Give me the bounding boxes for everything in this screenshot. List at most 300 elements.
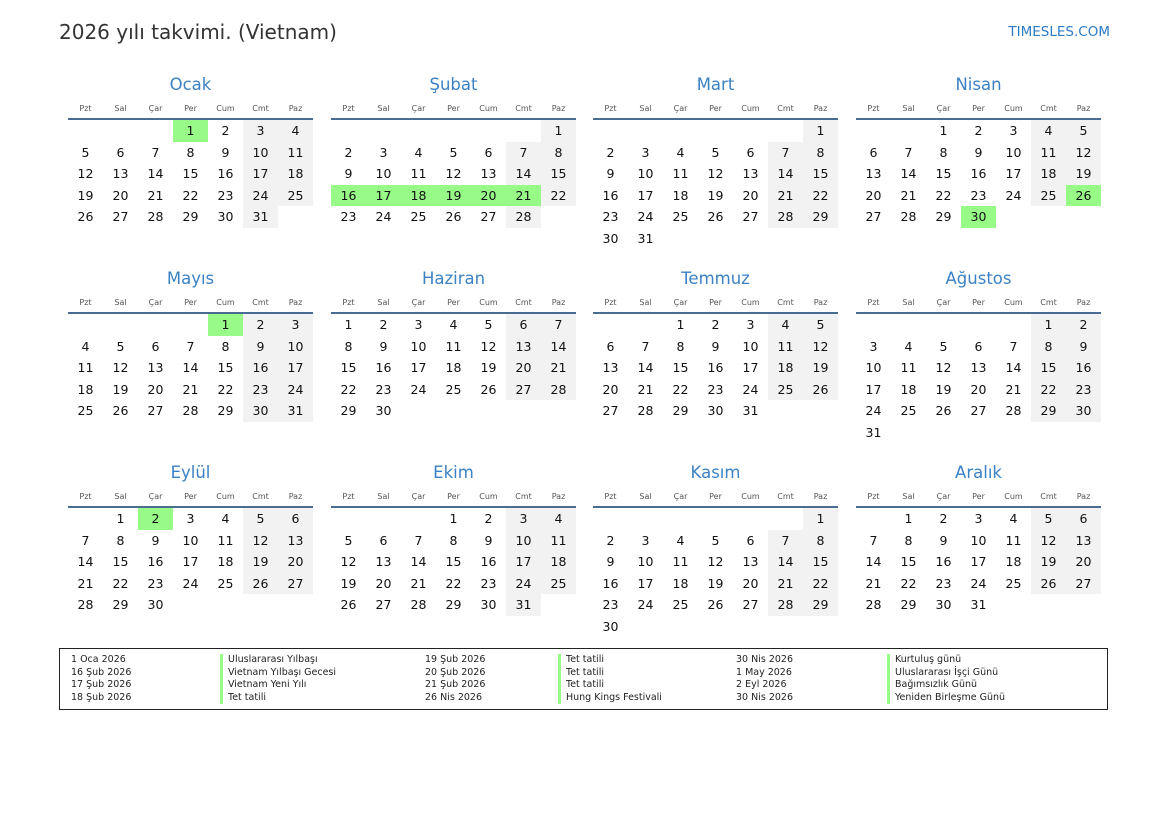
week-row bbox=[331, 400, 576, 422]
day-cell: 17 bbox=[243, 163, 278, 185]
day-cell: 11 bbox=[541, 530, 576, 552]
day-cell: 16 bbox=[970, 166, 987, 182]
day-cell: 5 bbox=[344, 532, 353, 548]
week-row bbox=[68, 379, 313, 401]
day-cell: 8 bbox=[1031, 336, 1066, 358]
holiday-name: Vietnam Yeni Yılı bbox=[220, 679, 306, 692]
weekday-label: Cum bbox=[741, 297, 760, 307]
day-cell: 10 bbox=[970, 532, 987, 548]
month-name: Eylül bbox=[170, 463, 211, 482]
week-row bbox=[68, 400, 313, 422]
day-cell: 1 bbox=[676, 317, 685, 332]
day-cell: 7 bbox=[541, 314, 576, 336]
empty-cell bbox=[768, 400, 803, 422]
day-cell: 30 bbox=[217, 209, 234, 225]
empty-cell bbox=[138, 120, 173, 142]
empty-cell bbox=[103, 314, 138, 336]
week-row bbox=[593, 336, 838, 358]
empty-cell bbox=[243, 594, 278, 616]
day-cell: 29 bbox=[445, 597, 462, 613]
day-cell: 27 bbox=[970, 403, 987, 419]
week-row bbox=[593, 551, 838, 573]
day-cell: 23 bbox=[707, 381, 724, 397]
day-cell: 26 bbox=[340, 597, 357, 613]
week-row bbox=[856, 573, 1101, 595]
day-cell: 6 bbox=[869, 144, 878, 160]
weekday-label: Sal bbox=[902, 103, 915, 113]
day-cell: 29 bbox=[112, 597, 129, 613]
weekday-label: Sal bbox=[902, 491, 915, 501]
day-cell: 8 bbox=[939, 144, 948, 160]
weekday-label: Pzt bbox=[79, 297, 92, 307]
day-cell: 19 bbox=[1031, 551, 1066, 573]
empty-cell bbox=[1031, 422, 1066, 444]
day-cell: 2 bbox=[221, 123, 230, 138]
empty-cell bbox=[663, 120, 698, 142]
week-row bbox=[331, 163, 576, 185]
weekday-label: Çar bbox=[148, 297, 163, 307]
week-row bbox=[68, 594, 313, 616]
day-cell: 24 bbox=[506, 573, 541, 595]
weekday-header bbox=[68, 292, 313, 314]
week-row bbox=[856, 336, 1101, 358]
weekday-label: Cmt bbox=[777, 297, 794, 307]
month-name: Mayıs bbox=[166, 269, 215, 288]
week-row bbox=[856, 185, 1101, 207]
weekday-header bbox=[593, 98, 838, 120]
day-cell: 8 bbox=[449, 532, 458, 548]
day-cell: 14 bbox=[637, 360, 654, 376]
day-cell: 12 bbox=[340, 554, 357, 570]
weekday-label: Cum bbox=[479, 103, 498, 113]
empty-cell bbox=[1031, 206, 1066, 228]
day-cell: 7 bbox=[1009, 338, 1018, 354]
weekday-label: Çar bbox=[411, 103, 426, 113]
weekday-label: Cmt bbox=[515, 103, 532, 113]
day-cell: 24 bbox=[410, 381, 427, 397]
day-cell: 21 bbox=[506, 185, 541, 207]
day-cell: 15 bbox=[112, 554, 129, 570]
day-cell: 1 bbox=[173, 120, 208, 142]
day-cell: 2 bbox=[484, 511, 493, 526]
day-cell: 28 bbox=[1005, 403, 1022, 419]
weekday-label: Sal bbox=[114, 297, 127, 307]
empty-cell bbox=[628, 120, 663, 142]
day-cell: 20 bbox=[278, 551, 313, 573]
day-cell: 29 bbox=[900, 597, 917, 613]
weekday-label: Per bbox=[709, 491, 722, 501]
day-cell: 25 bbox=[672, 597, 689, 613]
empty-cell bbox=[856, 508, 891, 530]
empty-cell bbox=[663, 228, 698, 250]
empty-cell bbox=[173, 314, 208, 336]
holiday-date: 30 Nis 2026 bbox=[736, 691, 793, 703]
day-cell: 7 bbox=[414, 532, 423, 548]
day-cell: 6 bbox=[506, 314, 541, 336]
day-cell: 20 bbox=[970, 381, 987, 397]
weekday-label: Pzt bbox=[867, 297, 880, 307]
day-cell: 26 bbox=[707, 597, 724, 613]
day-cell: 8 bbox=[904, 532, 913, 548]
site-link[interactable]: TIMESLES.COM bbox=[1008, 24, 1110, 40]
weekday-label: Per bbox=[184, 491, 197, 501]
day-cell: 21 bbox=[900, 187, 917, 203]
day-cell: 6 bbox=[151, 338, 160, 354]
day-cell: 23 bbox=[243, 379, 278, 401]
week-row bbox=[331, 185, 576, 207]
day-cell: 2 bbox=[939, 511, 948, 526]
day-cell: 12 bbox=[1066, 142, 1101, 164]
day-cell: 7 bbox=[641, 338, 650, 354]
day-cell: 16 bbox=[1066, 357, 1101, 379]
day-cell: 9 bbox=[344, 166, 353, 182]
day-cell: 7 bbox=[186, 338, 195, 354]
month-name: Haziran bbox=[421, 269, 486, 288]
day-cell: 18 bbox=[77, 381, 94, 397]
day-cell: 24 bbox=[970, 575, 987, 591]
weekday-label: Cmt bbox=[252, 297, 269, 307]
day-cell: 25 bbox=[541, 573, 576, 595]
day-cell: 17 bbox=[865, 381, 882, 397]
day-cell: 10 bbox=[1005, 144, 1022, 160]
day-cell: 19 bbox=[803, 357, 838, 379]
empty-cell bbox=[68, 314, 103, 336]
day-cell: 20 bbox=[112, 187, 129, 203]
day-cell: 17 bbox=[970, 554, 987, 570]
holiday-date: 16 Şub 2026 bbox=[71, 666, 132, 678]
day-cell: 12 bbox=[707, 554, 724, 570]
week-row bbox=[856, 379, 1101, 401]
day-cell: 22 bbox=[672, 381, 689, 397]
weekday-label: Paz bbox=[1076, 491, 1091, 501]
week-row bbox=[68, 573, 313, 595]
day-cell: 25 bbox=[410, 209, 427, 225]
day-cell: 14 bbox=[768, 163, 803, 185]
day-cell: 19 bbox=[707, 575, 724, 591]
holiday-name: Uluslararası İşçi Günü bbox=[887, 667, 998, 680]
week-row bbox=[593, 616, 838, 638]
day-cell: 12 bbox=[243, 530, 278, 552]
holiday-name: Uluslararası Yılbaşı bbox=[220, 654, 318, 667]
week-row bbox=[593, 594, 838, 616]
month-name: Ekim bbox=[433, 463, 474, 482]
day-cell: 9 bbox=[606, 554, 615, 570]
day-cell: 2 bbox=[138, 508, 173, 530]
holiday-date: 2 Eyl 2026 bbox=[736, 679, 787, 690]
day-cell: 3 bbox=[641, 144, 650, 160]
empty-cell bbox=[996, 594, 1031, 616]
day-cell: 24 bbox=[742, 381, 759, 397]
day-cell: 2 bbox=[379, 317, 388, 332]
page-title: 2026 yılı takvimi. (Vietnam) bbox=[59, 20, 337, 44]
day-cell: 6 bbox=[116, 144, 125, 160]
day-cell: 13 bbox=[506, 336, 541, 358]
day-cell: 30 bbox=[602, 618, 619, 634]
day-cell: 12 bbox=[935, 360, 952, 376]
week-row bbox=[68, 142, 313, 164]
weekday-label: Pzt bbox=[79, 491, 92, 501]
empty-cell bbox=[436, 120, 471, 142]
day-cell: 6 bbox=[974, 338, 983, 354]
day-cell: 13 bbox=[865, 166, 882, 182]
weekday-label: Cum bbox=[216, 103, 235, 113]
day-cell: 4 bbox=[1031, 120, 1066, 142]
weekday-label: Paz bbox=[288, 103, 303, 113]
day-cell: 14 bbox=[1005, 360, 1022, 376]
weekday-header bbox=[68, 486, 313, 508]
weekday-label: Paz bbox=[813, 491, 828, 501]
empty-cell bbox=[1066, 422, 1101, 444]
day-cell: 30 bbox=[961, 206, 996, 228]
day-cell: 3 bbox=[414, 317, 423, 332]
week-row bbox=[68, 163, 313, 185]
day-cell: 27 bbox=[742, 597, 759, 613]
month-calendar bbox=[68, 72, 313, 228]
day-cell: 10 bbox=[506, 530, 541, 552]
week-row bbox=[593, 357, 838, 379]
day-cell: 11 bbox=[672, 166, 689, 182]
day-cell: 24 bbox=[637, 209, 654, 225]
day-cell: 18 bbox=[672, 187, 689, 203]
day-cell: 12 bbox=[112, 360, 129, 376]
month-calendar bbox=[331, 266, 576, 422]
day-cell: 17 bbox=[1005, 166, 1022, 182]
week-row bbox=[593, 228, 838, 250]
day-cell: 1 bbox=[116, 511, 125, 526]
day-cell: 2 bbox=[606, 532, 615, 548]
weekday-label: Pzt bbox=[604, 491, 617, 501]
week-row bbox=[331, 530, 576, 552]
day-cell: 28 bbox=[637, 403, 654, 419]
weekday-label: Cum bbox=[741, 103, 760, 113]
day-cell: 6 bbox=[484, 144, 493, 160]
week-row bbox=[856, 142, 1101, 164]
day-cell: 26 bbox=[77, 209, 94, 225]
day-cell: 7 bbox=[768, 142, 803, 164]
empty-cell bbox=[436, 400, 471, 422]
weekday-label: Cum bbox=[479, 491, 498, 501]
holiday-date: 26 Nis 2026 bbox=[425, 691, 482, 703]
week-row bbox=[856, 120, 1101, 142]
day-cell: 15 bbox=[900, 554, 917, 570]
day-cell: 23 bbox=[375, 381, 392, 397]
month-name: Ocak bbox=[169, 75, 212, 94]
day-cell: 21 bbox=[182, 381, 199, 397]
weekday-label: Sal bbox=[377, 297, 390, 307]
weekday-label: Cmt bbox=[1040, 491, 1057, 501]
weekday-label: Cum bbox=[1004, 297, 1023, 307]
day-cell: 11 bbox=[445, 338, 462, 354]
day-cell: 5 bbox=[939, 338, 948, 354]
weekday-label: Per bbox=[447, 103, 460, 113]
day-cell: 22 bbox=[803, 185, 838, 207]
day-cell: 15 bbox=[672, 360, 689, 376]
day-cell: 24 bbox=[375, 209, 392, 225]
day-cell: 7 bbox=[904, 144, 913, 160]
day-cell: 11 bbox=[77, 360, 94, 376]
month-name: Temmuz bbox=[681, 269, 750, 288]
weekday-label: Pzt bbox=[342, 297, 355, 307]
weekday-label: Çar bbox=[411, 491, 426, 501]
empty-cell bbox=[961, 314, 996, 336]
week-row bbox=[593, 163, 838, 185]
weekday-label: Cmt bbox=[1040, 103, 1057, 113]
day-cell: 19 bbox=[935, 381, 952, 397]
day-cell: 11 bbox=[1005, 532, 1022, 548]
weekday-label: Cum bbox=[1004, 491, 1023, 501]
weekday-label: Per bbox=[447, 297, 460, 307]
day-cell: 5 bbox=[484, 317, 493, 332]
week-row bbox=[856, 422, 1101, 444]
day-cell: 10 bbox=[865, 360, 882, 376]
day-cell: 26 bbox=[1066, 185, 1101, 207]
empty-cell bbox=[768, 616, 803, 638]
empty-cell bbox=[768, 228, 803, 250]
day-cell: 16 bbox=[331, 185, 366, 207]
day-cell: 15 bbox=[340, 360, 357, 376]
empty-cell bbox=[68, 508, 103, 530]
day-cell: 17 bbox=[742, 360, 759, 376]
weekday-label: Cum bbox=[1004, 103, 1023, 113]
day-cell: 20 bbox=[865, 187, 882, 203]
day-cell: 5 bbox=[1031, 508, 1066, 530]
day-cell: 24 bbox=[1005, 187, 1022, 203]
day-cell: 8 bbox=[186, 144, 195, 160]
day-cell: 21 bbox=[637, 381, 654, 397]
day-cell: 29 bbox=[803, 206, 838, 228]
weekday-label: Paz bbox=[551, 103, 566, 113]
holiday-date: 17 Şub 2026 bbox=[71, 679, 132, 690]
week-row bbox=[331, 551, 576, 573]
day-cell: 1 bbox=[449, 511, 458, 526]
empty-cell bbox=[996, 314, 1031, 336]
empty-cell bbox=[593, 120, 628, 142]
day-cell: 20 bbox=[506, 357, 541, 379]
week-row bbox=[68, 185, 313, 207]
empty-cell bbox=[926, 314, 961, 336]
day-cell: 29 bbox=[935, 209, 952, 225]
weekday-label: Çar bbox=[673, 103, 688, 113]
day-cell: 16 bbox=[707, 360, 724, 376]
day-cell: 19 bbox=[77, 187, 94, 203]
day-cell: 7 bbox=[768, 530, 803, 552]
month-calendar bbox=[331, 72, 576, 228]
day-cell: 26 bbox=[445, 209, 462, 225]
day-cell: 3 bbox=[746, 317, 755, 332]
weekday-header bbox=[331, 292, 576, 314]
day-cell: 22 bbox=[541, 185, 576, 207]
day-cell: 9 bbox=[379, 338, 388, 354]
day-cell: 23 bbox=[340, 209, 357, 225]
day-cell: 27 bbox=[112, 209, 129, 225]
weekday-label: Pzt bbox=[79, 103, 92, 113]
week-row bbox=[68, 206, 313, 228]
day-cell: 16 bbox=[147, 554, 164, 570]
day-cell: 13 bbox=[112, 166, 129, 182]
empty-cell bbox=[138, 314, 173, 336]
day-cell: 4 bbox=[676, 144, 685, 160]
day-cell: 28 bbox=[182, 403, 199, 419]
weekday-label: Sal bbox=[902, 297, 915, 307]
day-cell: 5 bbox=[1066, 120, 1101, 142]
empty-cell bbox=[891, 120, 926, 142]
holiday-name: Tet tatili bbox=[220, 692, 266, 705]
weekday-label: Sal bbox=[114, 491, 127, 501]
weekday-header bbox=[856, 486, 1101, 508]
day-cell: 10 bbox=[278, 336, 313, 358]
day-cell: 21 bbox=[768, 185, 803, 207]
day-cell: 24 bbox=[243, 185, 278, 207]
day-cell: 30 bbox=[147, 597, 164, 613]
day-cell: 15 bbox=[935, 166, 952, 182]
empty-cell bbox=[103, 120, 138, 142]
weekday-label: Çar bbox=[673, 297, 688, 307]
weekday-label: Çar bbox=[673, 491, 688, 501]
weekday-label: Çar bbox=[148, 103, 163, 113]
empty-cell bbox=[173, 594, 208, 616]
empty-cell bbox=[891, 422, 926, 444]
day-cell: 4 bbox=[414, 144, 423, 160]
weekday-label: Pzt bbox=[342, 103, 355, 113]
day-cell: 19 bbox=[480, 360, 497, 376]
day-cell: 4 bbox=[541, 508, 576, 530]
day-cell: 18 bbox=[1031, 163, 1066, 185]
empty-cell bbox=[68, 120, 103, 142]
day-cell: 9 bbox=[243, 336, 278, 358]
empty-cell bbox=[366, 120, 401, 142]
empty-cell bbox=[698, 508, 733, 530]
weekday-label: Paz bbox=[813, 297, 828, 307]
day-cell: 14 bbox=[182, 360, 199, 376]
month-name: Aralık bbox=[955, 463, 1002, 482]
holiday-name: Tet tatili bbox=[558, 679, 604, 692]
day-cell: 12 bbox=[707, 166, 724, 182]
weekday-header bbox=[593, 292, 838, 314]
day-cell: 11 bbox=[410, 166, 427, 182]
day-cell: 23 bbox=[602, 597, 619, 613]
empty-cell bbox=[278, 594, 313, 616]
weekday-label: Cmt bbox=[777, 491, 794, 501]
holiday-legend bbox=[59, 648, 1108, 710]
day-cell: 25 bbox=[278, 185, 313, 207]
day-cell: 8 bbox=[803, 142, 838, 164]
day-cell: 18 bbox=[900, 381, 917, 397]
weekday-label: Cmt bbox=[252, 103, 269, 113]
day-cell: 22 bbox=[112, 575, 129, 591]
weekday-label: Çar bbox=[148, 491, 163, 501]
day-cell: 11 bbox=[672, 554, 689, 570]
weekday-label: Per bbox=[972, 491, 985, 501]
day-cell: 8 bbox=[221, 338, 230, 354]
holiday-name: Tet tatili bbox=[558, 654, 604, 667]
week-row bbox=[331, 120, 576, 142]
day-cell: 31 bbox=[506, 594, 541, 616]
week-row bbox=[593, 120, 838, 142]
day-cell: 27 bbox=[375, 597, 392, 613]
day-cell: 17 bbox=[410, 360, 427, 376]
day-cell: 4 bbox=[81, 338, 90, 354]
day-cell: 1 bbox=[208, 314, 243, 336]
week-row bbox=[331, 573, 576, 595]
day-cell: 27 bbox=[147, 403, 164, 419]
day-cell: 26 bbox=[112, 403, 129, 419]
day-cell: 17 bbox=[366, 185, 401, 207]
day-cell: 10 bbox=[742, 338, 759, 354]
day-cell: 6 bbox=[1066, 508, 1101, 530]
day-cell: 9 bbox=[711, 338, 720, 354]
day-cell: 25 bbox=[1005, 575, 1022, 591]
day-cell: 18 bbox=[672, 575, 689, 591]
